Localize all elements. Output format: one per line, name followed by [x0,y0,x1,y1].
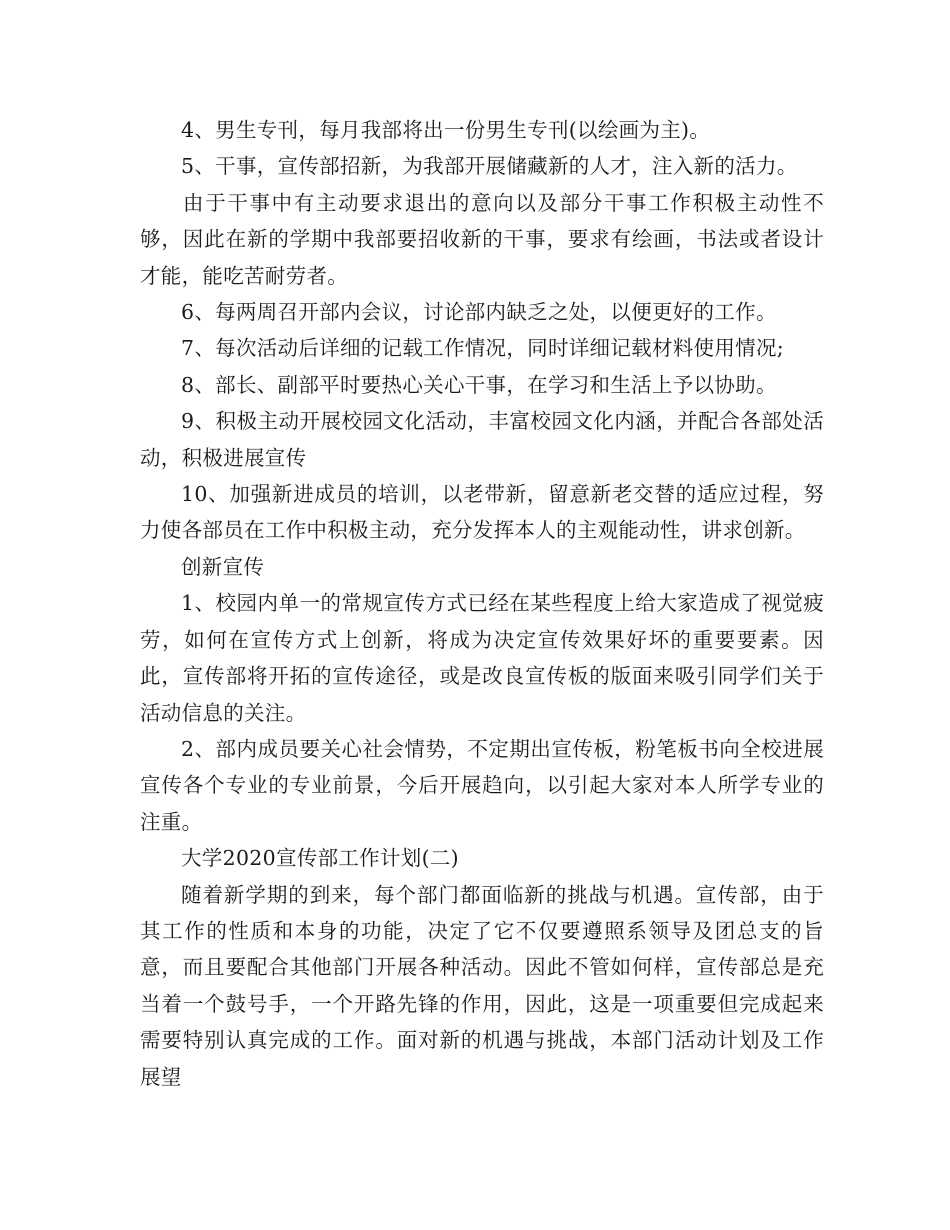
paragraph-item-6: 6、每两周召开部内会议，讨论部内缺乏之处，以便更好的工作。 [181,300,777,325]
paragraph-recruit-detail: 由于干事中有主动要求退出的意向以及部分干事工作积极主动性不够，因此在新的学期中我部要招收新的干事，要求有绘画，书法或者设计才能，能吃苦耐劳者。 [140,190,824,288]
paragraph-item-4: 4、男生专刊，每月我部将出一份男生专刊(以绘画为主)。 [181,118,711,142]
paragraph-item-7: 7、每次活动后详细的记载工作情况，同时详细记载材料使用情况; [181,336,784,361]
paragraph-innovation-2: 2、部内成员要关心社会情势，不定期出宣传板，粉笔板书向全校进展宣传各个专业的专业前景，今后开展趋向，以引起大家对本人所学专业的注重。 [140,736,824,834]
paragraph-plan-intro: 随着新学期的到来，每个部门都面临新的挑战与机遇。宣传部，由于其工作的性质和本身的功能，决定了它不仅要遵照系领导及团总支的旨意，而且要配合其他部门开展各种活动。因此不管如何样，宣传部总是充当着一个鼓号手，一个开路先锋的作用，因此，这是一项重要但完成起来需要特别认真完成的工作。面对新的机遇与挑战，本部门活动计划及工作展望 [140,882,824,1089]
paragraph-item-5: 5、干事，宣传部招新，为我部开展储藏新的人才，注入新的活力。 [181,154,798,179]
paragraph-item-9: 9、积极主动开展校园文化活动，丰富校园文化内涵，并配合各部处活动，积极进展宣传 [140,409,824,470]
section-heading-innovation: 创新宣传 [181,554,265,579]
document-body [140,112,824,1095]
paragraph-item-8: 8、部长、副部平时要热心关心干事，在学习和生活上予以协助。 [181,372,777,397]
paragraph-innovation-1: 1、校园内单一的常规宣传方式已经在某些程度上给大家造成了视觉疲劳，如何在宣传方式上创新，将成为决定宣传效果好坏的重要要素。因此，宣传部将开拓的宣传途径，或是改良宣传板的版面来吸引同学们关于活动信息的关注。 [140,591,824,725]
section-heading-plan-two: 大学2020宣传部工作计划(二) [181,846,459,871]
paragraph-item-10: 10、加强新进成员的培训，以老带新，留意新老交替的适应过程，努力使各部员在工作中积极主动，充分发挥本人的主观能动性，讲求创新。 [140,482,824,543]
